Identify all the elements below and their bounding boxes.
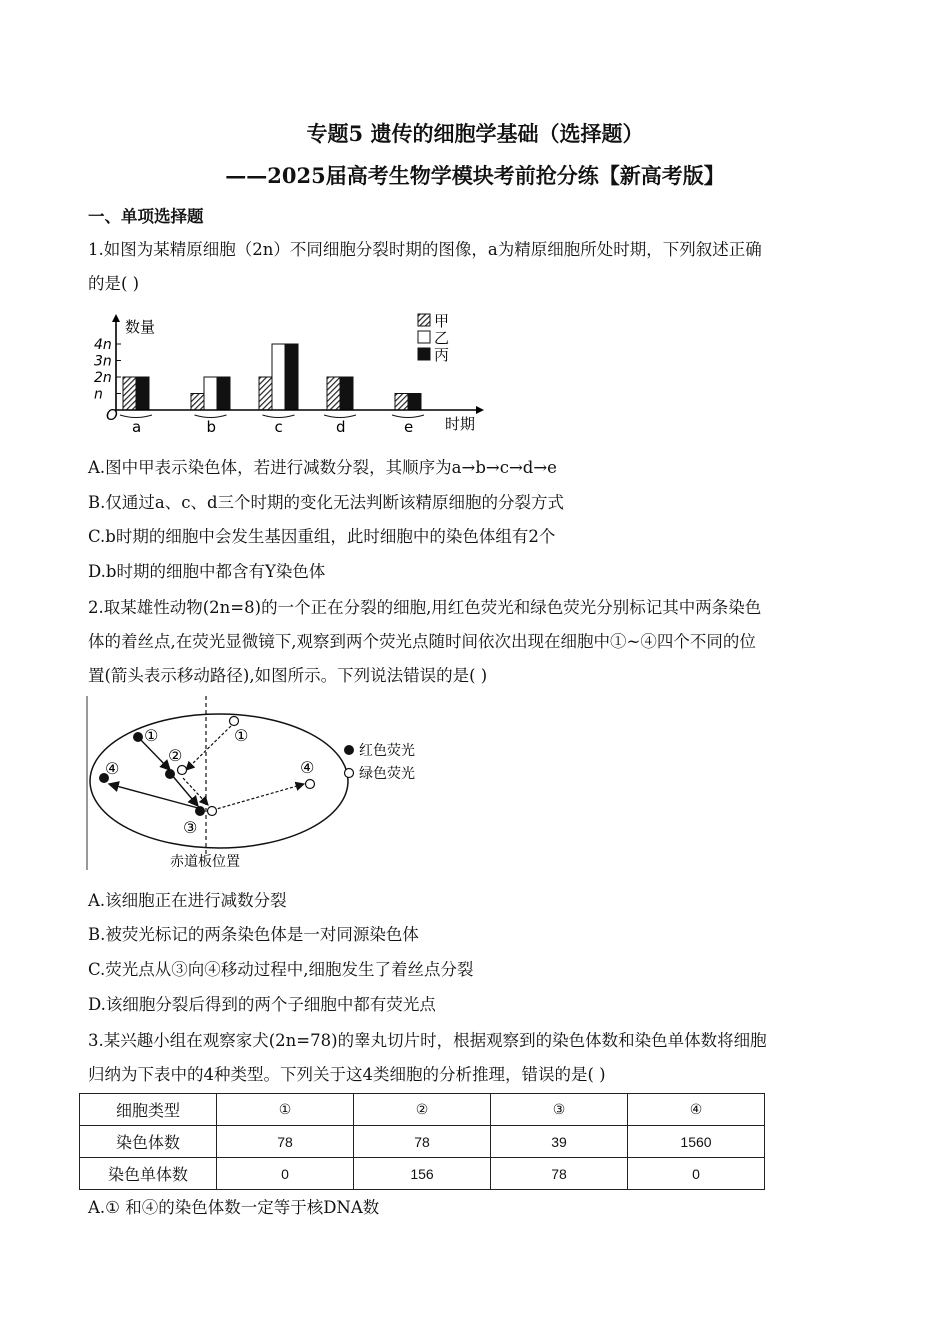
y-axis-arrow [112,314,120,322]
x-axis-arrow [476,406,484,414]
document-title: 专题5 遗传的细胞学基础（选择题） [306,121,644,146]
q2-stem-line2: 体的着丝点,在荧光显微镜下,观察到两个荧光点随时间依次出现在细胞中①~④四个不同的位 [88,632,756,651]
table-header-cell: ① [217,1094,354,1126]
legend-swatch-1 [418,314,430,326]
y-tick-label: 2n [94,370,112,386]
table-header-cell: ③ [491,1094,628,1126]
x-tick-label-b: b [206,418,217,436]
green-path-arrow-1 [186,726,231,770]
bar-c-series-2 [272,344,285,410]
q1-option-d: D.b时期的细胞中都含有Y染色体 [88,562,326,581]
table-cell: 78 [491,1158,628,1190]
q3-option-a: A.① 和④的染色体数一定等于核DNA数 [88,1198,380,1217]
legend-green-dot [345,769,354,778]
table-cell: 0 [217,1158,354,1190]
q1-bar-chart [90,304,500,444]
bar-c-series-3 [285,344,298,410]
bar-b-series-2 [204,377,217,410]
marker-red-4: ④ [105,759,120,778]
y-tick-label: 4n [94,337,112,353]
q2-option-a: A.该细胞正在进行减数分裂 [88,891,287,910]
y-tick-label: 3n [94,353,112,370]
bar-b-series-3 [217,377,230,410]
legend-swatch-2 [418,331,430,343]
equatorial-plate-label: 赤道板位置 [170,854,240,870]
green-dot-1 [230,717,239,726]
table-header-cell: ④ [628,1094,765,1126]
x-tick-label-d: d [336,418,346,436]
bar-e-series-3 [408,394,421,411]
q1-option-c: C.b时期的细胞中会发生基因重组，此时细胞中的染色体组有2个 [88,527,556,546]
bar-c-series-1 [259,377,272,410]
table-cell: 39 [491,1126,628,1158]
red-dot-2 [165,769,175,779]
marker-green-1: ① [234,726,249,745]
table-row [80,1126,765,1158]
table-cell: 0 [628,1158,765,1190]
document-subtitle: ——2025届高考生物学模块考前抢分练【新高考版】 [225,163,725,188]
x-tick-label-e: e [404,418,414,436]
y-tick-label: n [94,386,103,403]
q2-option-c: C.荧光点从③向④移动过程中,细胞发生了着丝点分裂 [88,960,474,979]
green-path-arrow-2 [183,778,208,805]
q1-stem-line1: 1.如图为某精原细胞（2n）不同细胞分裂时期的图像，a为精原细胞所处时期，下列叙述正确 [88,240,762,259]
red-dot-3 [195,806,205,816]
bar-a-series-1 [123,377,136,410]
red-path-arrow-3 [109,784,198,808]
table-row [80,1158,765,1190]
green-dot-4 [306,780,315,789]
q3-stem-line1: 3.某兴趣小组在观察家犬(2n=78)的睾丸切片时，根据观察到的染色体数和染色单体数将细胞 [88,1031,767,1050]
legend-green-label: 绿色荧光 [359,766,415,782]
legend-red-label: 红色荧光 [359,743,415,759]
marker-red-2: ② [168,746,183,765]
bar-b-series-1 [191,394,204,411]
q2-stem-line3: 置(箭头表示移动路径),如图所示。下列说法错误的是( ) [88,666,488,685]
table-cell: 染色单体数 [80,1158,217,1190]
bar-d-series-3 [340,377,353,410]
legend-swatch-3 [418,348,430,360]
red-dot-1 [133,732,143,742]
q1-stem-line2: 的是( ) [88,274,140,293]
section-heading: 一、单项选择题 [88,207,204,226]
green-dot-2 [178,766,187,775]
x-tick-label-c: c [274,418,283,436]
table-header-cell: ② [354,1094,491,1126]
table-cell: 156 [354,1158,491,1190]
table-cell: 78 [354,1126,491,1158]
bar-a-series-3 [136,377,149,410]
q2-option-d: D.该细胞分裂后得到的两个子细胞中都有荧光点 [88,995,436,1014]
q1-option-b: B.仅通过a、c、d三个时期的变化无法判断该精原细胞的分裂方式 [88,493,565,512]
q3-stem-line2: 归纳为下表中的4种类型。下列关于这4类细胞的分析推理，错误的是( ) [88,1065,606,1084]
table-cell: 78 [217,1126,354,1158]
table-header-row [80,1094,765,1126]
q2-option-b: B.被荧光标记的两条染色体是一对同源染色体 [88,925,419,944]
x-axis-label: 时期 [445,415,476,433]
q2-stem-line1: 2.取某雄性动物(2n=8)的一个正在分裂的细胞,用红色荧光和绿色荧光分别标记其中两条染色 [88,598,762,617]
marker-green-4: ④ [300,758,315,777]
bar-d-series-1 [327,377,340,410]
bar-e-series-1 [395,394,408,411]
legend-label-3: 丙 [434,346,450,364]
q1-option-a: A.图中甲表示染色体，若进行减数分裂，其顺序为a→b→c→d→e [88,458,557,477]
q2-cell-diagram [86,694,446,874]
origin-label: O [106,406,118,424]
table-cell: 染色体数 [80,1126,217,1158]
green-dot-3 [208,807,217,816]
table-header-cell: 细胞类型 [80,1094,217,1126]
legend-label-1: 甲 [434,312,450,330]
green-path-arrow-3 [213,784,304,810]
legend-label-2: 乙 [434,329,450,347]
legend-red-dot [344,745,354,755]
marker-red-1: ① [144,726,159,745]
table-cell: 1560 [628,1126,765,1158]
marker-red-3: ③ [183,818,198,837]
y-axis-label: 数量 [125,318,156,336]
x-tick-label-a: a [132,418,142,436]
q3-data-table [79,1093,765,1190]
